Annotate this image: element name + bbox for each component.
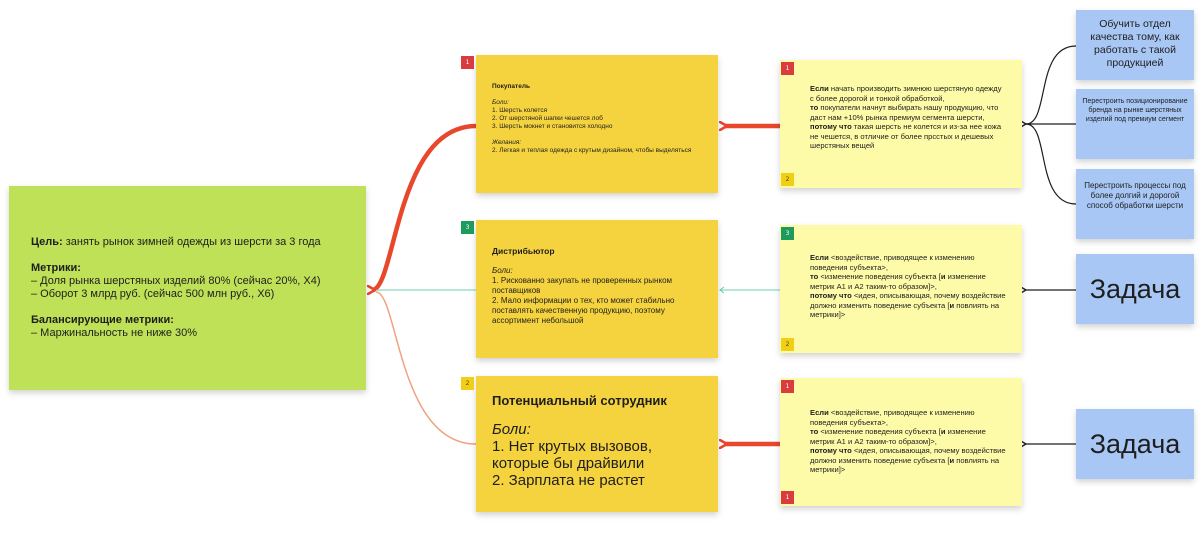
goal-card[interactable]	[9, 186, 366, 390]
because-label: потому что	[810, 122, 852, 131]
wants-title: Желания:	[492, 139, 522, 146]
connector-employee-to-goal	[376, 292, 476, 444]
hypothesis-text	[810, 253, 1006, 320]
buyer-card[interactable]	[465, 55, 718, 193]
task-text: Задача	[1089, 273, 1181, 304]
because-text: <идея, описывающая, почему воздействие должно изменить поведение субъекта [	[810, 291, 1006, 310]
card-title: Покупатель	[492, 83, 530, 90]
priority-badge: 3	[461, 221, 474, 234]
if-label: Если	[810, 408, 829, 417]
badge-top: 1	[781, 62, 794, 75]
want-item: 2. Легкая и теплая одежда с крутым дизайном, чтобы выделяться	[492, 147, 692, 154]
hypothesis-card-1[interactable]	[780, 60, 1022, 188]
card-title: Дистрибьютор	[492, 246, 555, 256]
then-text: <изменение поведения субъекта [	[818, 427, 941, 436]
if-label: Если	[810, 253, 829, 262]
hypothesis-card-2[interactable]	[780, 225, 1022, 353]
then-label: то	[810, 272, 819, 281]
then-and: и	[940, 272, 946, 281]
priority-badge: 1	[461, 56, 474, 69]
then-text-2: изменение метрик А1 и А2 таким-то образом]>,	[810, 272, 986, 291]
because-label: потому что	[810, 291, 852, 300]
pain-item: 3. Шерсть мокнет и становится холодно	[492, 123, 613, 130]
metric-item: – Доля рынка шерстяных изделий 80% (сейчас 20%, X4)	[31, 275, 321, 287]
hypothesis-text	[810, 84, 1006, 151]
pain-item: 1. Нет крутых вызовов, которые бы драйвили	[492, 438, 653, 472]
hypothesis-card-3[interactable]	[780, 378, 1022, 506]
because-and: и	[949, 300, 955, 310]
priority-badge: 2	[461, 377, 474, 390]
task-text: Перестроить позиционирование бренда на рынке шерстяных изделий под премиум сегмент	[1082, 98, 1188, 123]
balance-title: Балансирующие метрики:	[31, 314, 174, 326]
badge-bottom: 2	[781, 173, 794, 186]
because-text-2: повлиять на метрики]>	[810, 300, 1000, 319]
task-card-1[interactable]	[1076, 10, 1194, 80]
then-text: <изменение поведения субъекта [	[818, 272, 941, 281]
connector-task3-to-hyp1	[1026, 124, 1076, 204]
pain-item: 2. Зарплата не растет	[492, 472, 645, 489]
card-title: Потенциальный сотрудник	[492, 393, 667, 408]
task-card-2[interactable]	[1076, 89, 1194, 159]
then-text-2: изменение метрик А1 и А2 таким-то образом]>,	[810, 427, 986, 446]
connector-buyer-to-goal	[372, 126, 476, 290]
pain-item: 2. От шерстяной шапки чешется лоб	[492, 115, 603, 122]
task-text: Задача	[1089, 428, 1181, 459]
then-and: и	[940, 427, 946, 436]
then-label: то	[810, 103, 819, 112]
employee-card[interactable]	[465, 376, 718, 512]
pains-title: Боли:	[492, 266, 513, 275]
if-text: <воздействие, приводящее к изменению поведения субъекта>,	[810, 408, 975, 427]
badge-top: 3	[781, 227, 794, 240]
task-card-3[interactable]	[1076, 169, 1194, 239]
pains-title: Боли:	[492, 99, 509, 106]
because-label: потому что	[810, 446, 852, 455]
distributor-card[interactable]	[465, 220, 718, 358]
balance-item: – Маржинальность не ниже 30%	[31, 327, 198, 339]
because-text-2: повлиять на метрики]>	[810, 455, 1000, 474]
metrics-title: Метрики:	[31, 262, 81, 274]
if-label: Если	[810, 84, 829, 93]
pain-item: 2. Мало информации о тех, кто может стабильно поставлять качественную продукцию, поэтому ассортимент небольшой	[492, 296, 675, 325]
goal-label: Цель:	[31, 236, 63, 248]
task-card-5[interactable]	[1076, 409, 1194, 479]
pain-item: 1. Рискованно закупать не проверенных рынком поставщиков	[492, 276, 673, 295]
task-card-4[interactable]	[1076, 254, 1194, 324]
goal-line	[31, 236, 366, 249]
task-text: Обучить отдел качества тому, как работать с такой продукцией	[1090, 18, 1180, 69]
if-text: <воздействие, приводящее к изменению поведения субъекта>,	[810, 253, 975, 272]
then-label: то	[810, 427, 819, 436]
hypothesis-text	[810, 408, 1006, 475]
if-text: начать производить зимнюю шерстяную одежду с более дорогой и тонкой обработкой,	[810, 84, 1002, 103]
connector-task1-to-hyp1	[1026, 46, 1076, 124]
because-and: и	[949, 455, 955, 465]
because-text: такая шерсть не колется и из-за нее кожа не чешется, в отличие от более прсстых и дешевых шерстяных вещей	[810, 122, 1002, 150]
then-text: покупатели начнут выбирать нашу продукцию, что даст нам +10% рынка премиум сегмента шерсти,	[810, 103, 999, 122]
because-text: <идея, описывающая, почему воздействие должно изменить поведение субъекта [	[810, 446, 1006, 465]
badge-bottom: 2	[781, 338, 794, 351]
goal-text: занять рынок зимней одежды из шерсти за 3 года	[62, 236, 321, 248]
task-text: Перестроить процессы под более долгий и дорогой способ обработки шерсти	[1084, 181, 1186, 210]
badge-bottom: 1	[781, 491, 794, 504]
metric-item: – Оборот 3 млрд руб. (сейчас 500 млн руб., X6)	[31, 288, 275, 300]
pain-item: 1. Шерсть колется	[492, 107, 548, 114]
pains-title: Боли:	[492, 421, 531, 438]
badge-top: 1	[781, 380, 794, 393]
